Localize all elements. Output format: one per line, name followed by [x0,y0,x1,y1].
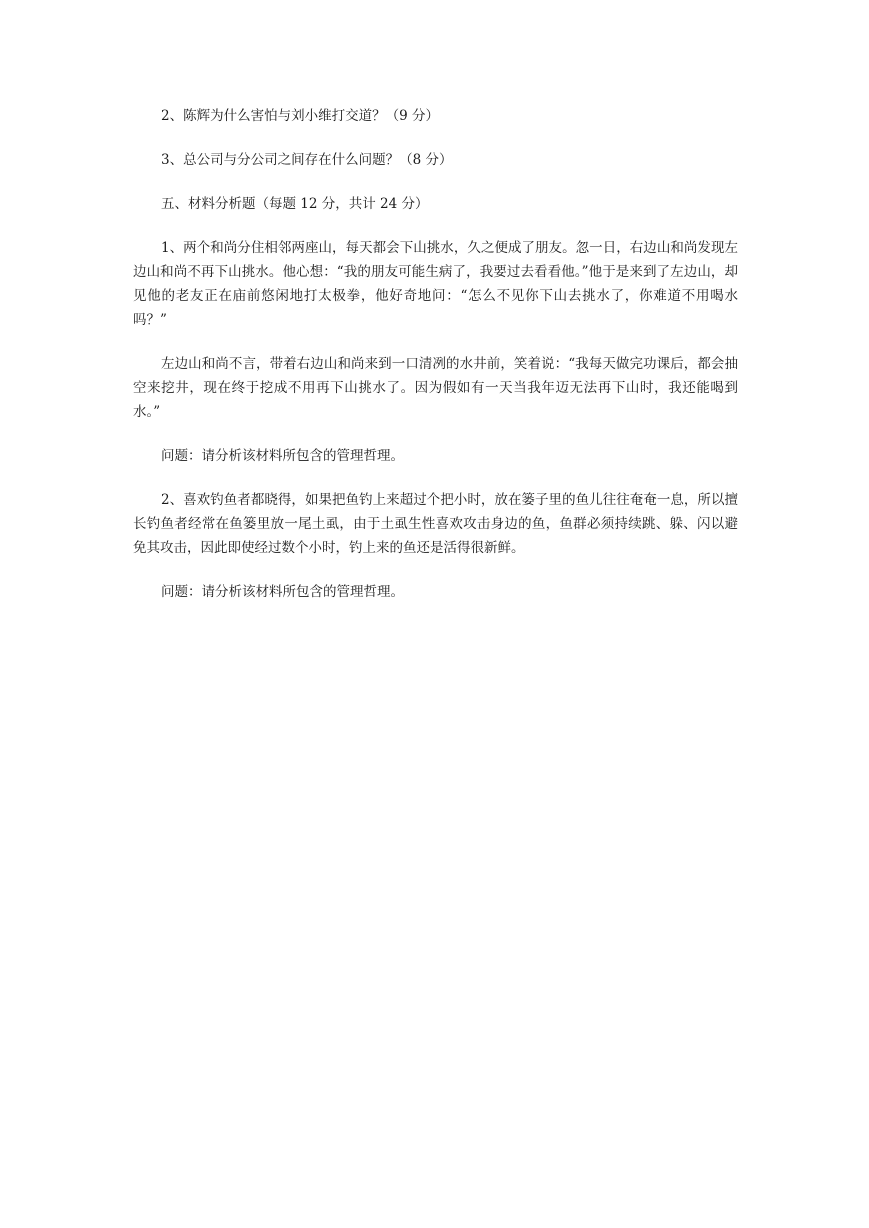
question-2: 2、陈辉为什么害怕与刘小维打交道？（9 分） [161,108,439,124]
material-2-paragraph-1: 2、喜欢钓鱼者都晓得，如果把鱼钓上来超过个把小时，放在篓子里的鱼儿往往奄奄一息，所以擅长钓鱼者经常在鱼篓里放一尾土虱，由于土虱生性喜欢攻击身边的鱼，鱼群必须持续跳、躲、闪以避免其攻击，因此即使经过数个小时，钓上来的鱼还是活得很新鲜。 [133,492,738,556]
material-1-question: 问题：请分析该材料所包含的管理哲理。 [161,448,404,464]
material-1-paragraph-2: 左边山和尚不言，带着右边山和尚来到一口清冽的水井前，笑着说：“我每天做完功课后，都会抽空来挖井，现在终于挖成不用再下山挑水了。因为假如有一天当我年迈无法再下山时，我还能喝到水。” [133,356,738,420]
document-body [133,104,738,604]
question-3: 3、总公司与分公司之间存在什么问题？（8 分） [161,152,453,168]
material-1-paragraph-1: 1、两个和尚分住相邻两座山，每天都会下山挑水，久之便成了朋友。忽一日，右边山和尚发现左边山和尚不再下山挑水。他心想：“我的朋友可能生病了，我要过去看看他。”他于是来到了左边山，却见他的老友正在庙前悠闲地打太极拳，他好奇地问：“怎么不见你下山去挑水了，你难道不用喝水吗？” [133,240,738,328]
material-2-question: 问题：请分析该材料所包含的管理哲理。 [161,584,404,600]
section-5-heading: 五、材料分析题（每题 12 分，共计 24 分） [161,196,429,212]
